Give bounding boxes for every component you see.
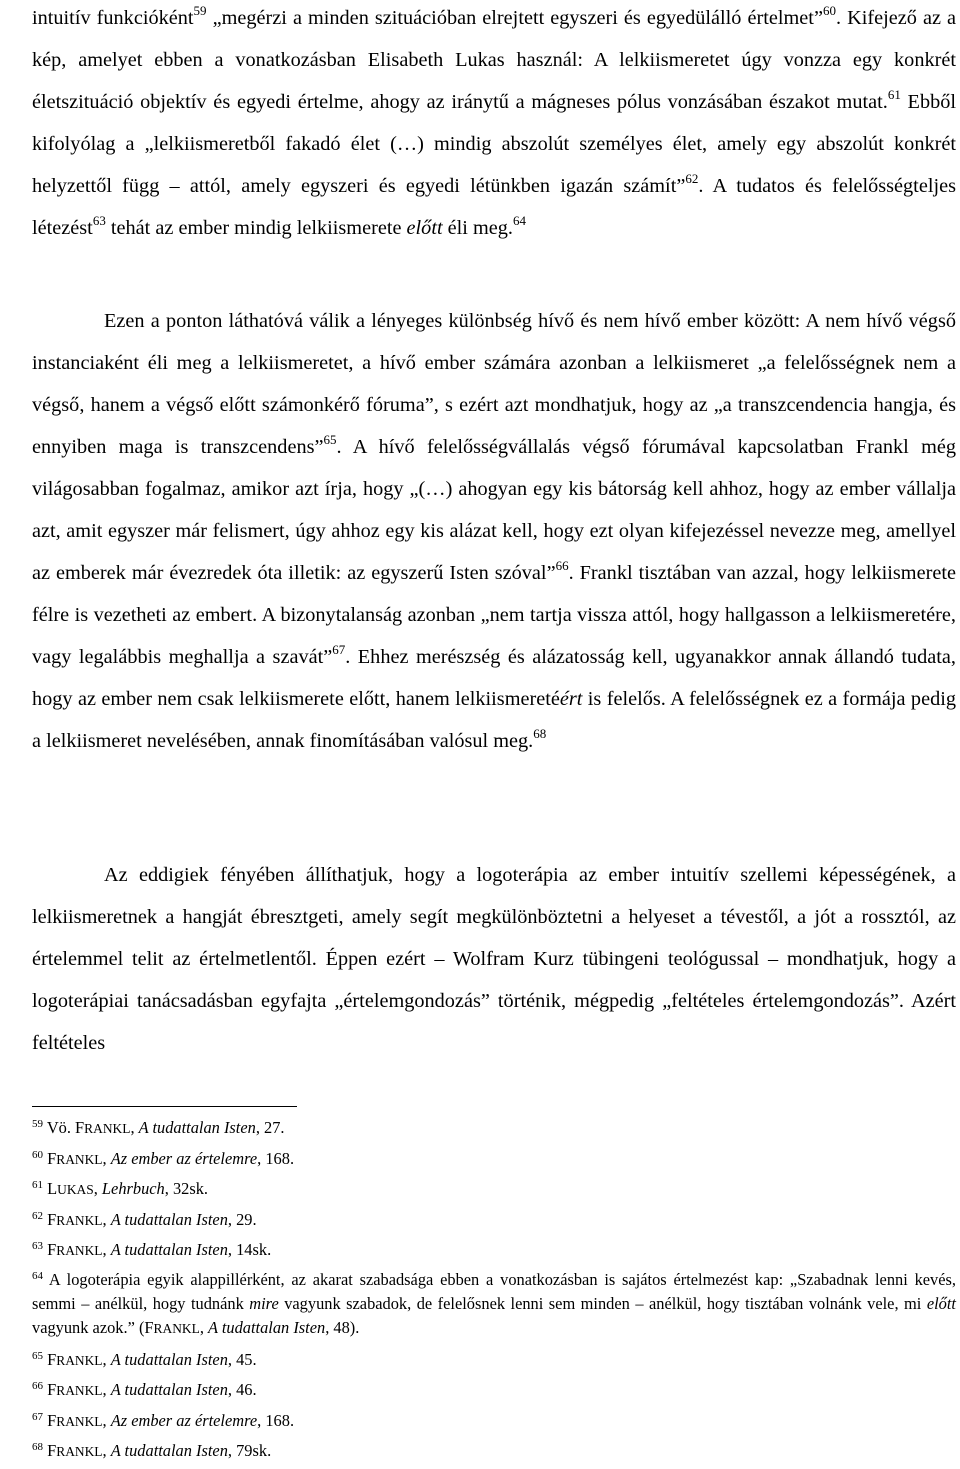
footnote-page: , 168.: [257, 1148, 295, 1168]
footnote-page: , 14sk.: [227, 1240, 272, 1259]
text-run: tehát az ember mindig lelkiismerete: [105, 217, 407, 239]
footnote-page: , 168.: [257, 1410, 295, 1430]
footnote-author-smallcaps: RANKL: [56, 1413, 103, 1429]
footnote-title: A tudattalan Isten: [138, 1118, 256, 1137]
text-run: Ezen a ponton láthatóvá válik a lényeges különbség hívő és nem hívő ember között: A nem hívő végső instanciaként éli meg a lelkiismeretet, a hívő ember számára azonban a lelkiismeret „a felelősségnek nem a végső, hanem a végső előtt számonkérő fóruma”, s ezért azt mondhatjuk, hogy az „a transzcendencia hangja, és ennyiben maga is transzcendens”: [32, 310, 956, 458]
body-paragraph-1: [32, 0, 956, 249]
text-run: éli meg.: [442, 217, 513, 239]
separator: ,: [102, 1349, 111, 1369]
footnote-number: 63: [32, 1239, 43, 1252]
text-run: . Kifejező az a kép, amelyet ebben a vonatkozásban Elisabeth Lukas használ: A lelkiismeretet úgy vonzza egy konkrét életszituáció objektív és egyedi értelme, ahogy az iránytű a mágneses pólus vonzásában északot mutat.: [32, 7, 956, 113]
footnote-63: [32, 1237, 956, 1263]
footnote-author: F: [47, 1349, 57, 1369]
footnote-author: F: [47, 1410, 57, 1430]
text-run: . A tudatos és felelősségteljes létezést: [32, 175, 956, 239]
footnote-number: 62: [32, 1209, 43, 1222]
footnote-59: [32, 1115, 956, 1141]
separator: ,: [102, 1380, 111, 1399]
footnote-author-smallcaps: RANKL: [56, 1243, 103, 1258]
footnote-ref-62[interactable]: 62: [685, 170, 699, 186]
footnote-title: A tudattalan Isten: [110, 1380, 228, 1399]
text-run: . A hívő felelősségvállalás végső fórumával kapcsolatban Frankl még világosabban fogalmaz, amikor azt írja, hogy „(…) ahogyan egy kis bátorság kell ahhoz, hogy az ember vállalja azt, amit egyszer már felismert, úgy ahhoz egy kis alázat kell, hogy ezt olyan kifejezéssel nevezze meg, amellyel az emberek már évezredek óta illetik: az egyszerű Isten szóval”: [32, 436, 956, 584]
footnote-ref-66[interactable]: 66: [555, 557, 569, 573]
footnote-title: Az ember az értelemre: [110, 1148, 258, 1168]
footnote-author: F: [47, 1240, 57, 1259]
footnote-ref-64[interactable]: 64: [513, 212, 526, 228]
footnote-number: 66: [32, 1379, 43, 1392]
footnote-64: [32, 1268, 956, 1341]
separator: ,: [93, 1179, 102, 1198]
text-run: . Ehhez merészség és alázatosság kell, ugyanakkor annak állandó tudata, hogy az ember nem csak lelkiismerete előtt, hanem lelkiismereté: [32, 646, 956, 710]
footnote-author: F: [47, 1148, 57, 1168]
footnote-62: [32, 1207, 956, 1233]
body-paragraph-3: [32, 854, 956, 1064]
footnote-page: , 29.: [227, 1209, 257, 1229]
footnote-ref-63[interactable]: 63: [92, 212, 106, 228]
footnote-ref-59[interactable]: 59: [193, 2, 207, 18]
footnote-page: , 32sk.: [164, 1179, 209, 1198]
footnote-page: , 27.: [255, 1118, 285, 1137]
footnote-ref-61[interactable]: 61: [887, 86, 901, 102]
footnote-author: F: [75, 1118, 85, 1137]
footnote-author-smallcaps: RANKL: [56, 1444, 103, 1459]
footnote-ref-67[interactable]: 67: [332, 641, 346, 657]
separator: ,: [102, 1410, 111, 1430]
footnote-title: A tudattalan Isten: [110, 1441, 228, 1460]
separator: ,: [199, 1317, 209, 1337]
footnote-page: , 79sk.: [227, 1441, 272, 1460]
emphasis: előtt: [406, 217, 443, 239]
footnote-author-smallcaps: RANKL: [153, 1320, 200, 1336]
footnote-ref-65[interactable]: 65: [323, 431, 337, 447]
footnote-68: [32, 1438, 956, 1464]
separator: ,: [102, 1240, 111, 1259]
footnote-title: A tudattalan Isten: [110, 1240, 228, 1259]
footnote-prefix: Vö.: [46, 1118, 76, 1137]
footnote-ref-68[interactable]: 68: [533, 725, 547, 741]
footnote-separator: [32, 1106, 297, 1107]
footnote-author-smallcaps: RANKL: [56, 1151, 103, 1167]
footnote-number: 61: [32, 1178, 43, 1191]
footnote-65: [32, 1347, 956, 1373]
footnote-title: A tudattalan Isten: [208, 1317, 326, 1337]
separator: ,: [102, 1209, 111, 1229]
emphasis: előtt: [926, 1293, 956, 1313]
footnote-text: A logoterápia egyik alappillérként, az akarat szabadsága ebben a vonatkozásban is sajátos értelmezést kap: „Szabadnak lenni kevés, semmi – anélkül, hogy tudnánk: [32, 1269, 956, 1313]
emphasis: mire: [249, 1293, 279, 1313]
separator: ,: [102, 1148, 111, 1168]
body-paragraph-2: [32, 300, 956, 762]
footnote-number: 68: [32, 1440, 43, 1453]
footnote-title: A tudattalan Isten: [110, 1209, 228, 1229]
footnote-page: , 45.: [227, 1349, 257, 1369]
footnote-number: 65: [32, 1349, 43, 1362]
footnote-title: A tudattalan Isten: [110, 1349, 228, 1369]
footnote-text: vagyunk azok.” (: [32, 1317, 145, 1337]
footnote-ref-60[interactable]: 60: [822, 2, 836, 18]
footnote-page: , 46.: [227, 1380, 257, 1399]
footnote-61: [32, 1176, 956, 1202]
footnote-author-smallcaps: RANKL: [56, 1212, 103, 1228]
footnote-title: Lehrbuch: [101, 1179, 165, 1198]
footnote-author-smallcaps: RANKL: [56, 1352, 103, 1368]
footnote-author: F: [47, 1441, 57, 1460]
footnote-text: vagyunk szabadok, de felelősnek lenni sem minden – anélkül, hogy tisztában volnánk vele, mi: [278, 1293, 927, 1313]
footnotes: [32, 1115, 956, 1469]
footnote-60: [32, 1146, 956, 1172]
footnote-number: 64: [32, 1269, 43, 1282]
footnote-author: F: [47, 1209, 57, 1229]
footnote-67: [32, 1408, 956, 1434]
footnote-author-smallcaps: UKAS: [57, 1182, 94, 1197]
footnote-number: 60: [32, 1148, 43, 1161]
text-run: intuitív funkcióként: [32, 7, 194, 29]
footnote-author: L: [47, 1179, 58, 1198]
separator: ,: [102, 1441, 111, 1460]
text-run: . Frankl tisztában van azzal, hogy lelkiismerete félre is vezetheti az embert. A bizonytalanság azonban „nem tartja vissza attól, hogy hallgasson a lelkiismeretére, vagy legalábbis meghallja a szavát”: [32, 562, 956, 668]
text-run: Ebből kifolyólag a „lelkiismeretből fakadó élet (…) mindig abszolút személyes élet, amely egy abszolút konkrét helyzettől függ – attól, amely egyszeri és egyedi létünkben igazán számít”: [32, 91, 957, 197]
footnote-number: 67: [32, 1410, 43, 1423]
separator: ,: [130, 1118, 139, 1137]
emphasis: ért: [559, 688, 583, 710]
footnote-title: Az ember az értelemre: [110, 1410, 258, 1430]
footnote-author: F: [47, 1380, 57, 1399]
footnote-page: , 48).: [325, 1317, 360, 1337]
text-run: is felelős. A felelősségnek ez a formája pedig a lelkiismeret nevelésében, annak finomításában valósul meg.: [32, 688, 956, 752]
footnote-author-smallcaps: RANKL: [84, 1121, 131, 1136]
text-run: „megérzi a minden szituációban elrejtett egyszeri és egyedülálló értelmet”: [206, 7, 823, 29]
footnote-66: [32, 1377, 956, 1403]
footnote-number: 59: [32, 1117, 43, 1130]
footnote-author: F: [144, 1317, 154, 1337]
footnote-author-smallcaps: RANKL: [56, 1383, 103, 1398]
text-run: Az eddigiek fényében állíthatjuk, hogy a logoterápia az ember intuitív szellemi képességének, a lelkiismeretnek a hangját ébresztgeti, amely segít megkülönböztetni a helyeset a tévestől, a jót a rossztól, az értelemmel telit az értelmetlentől. Éppen ezért – Wolfram Kurz tübingeni teológussal – mondhatjuk, hogy a logoterápiai tanácsadásban egyfajta „értelemgondozás” történik, mégpedig „feltételes értelemgondozás”. Azért feltételes: [32, 864, 956, 1054]
